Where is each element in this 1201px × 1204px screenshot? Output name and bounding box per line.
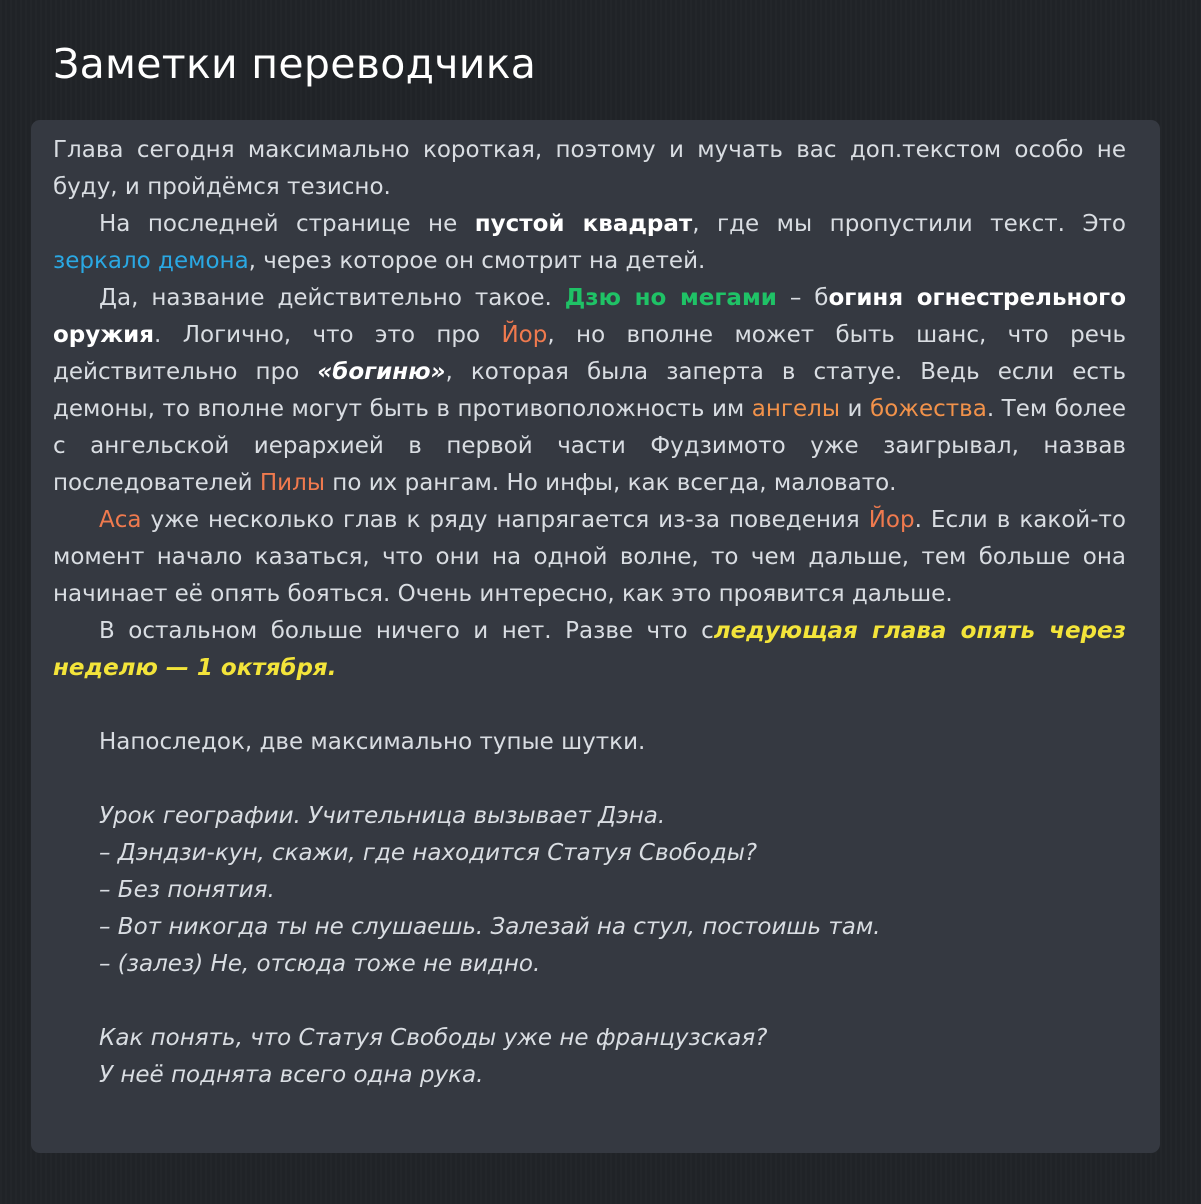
intro-paragraph: Глава сегодня максимально короткая, поэтому и мучать вас доп.текстом особо не буду, и пройдёмся тезисно. bbox=[53, 137, 1126, 200]
joke-line: У неё поднята всего одна рука. bbox=[99, 1062, 484, 1088]
joke-line: – (залез) Не, отсюда тоже не видно. bbox=[99, 951, 541, 977]
demon-mirror-link[interactable]: зеркало демона bbox=[53, 248, 249, 274]
text-segment: На последней странице не bbox=[99, 211, 475, 237]
text-segment: уже несколько глав к ряду напрягается из-за поведения bbox=[141, 507, 869, 533]
jokes-intro: Напоследок, две максимально тупые шутки. bbox=[99, 729, 646, 755]
paragraph-asa bbox=[53, 502, 1126, 613]
joke-line: – Вот никогда ты не слушаешь. Залезай на стул, постоишь там. bbox=[99, 914, 881, 940]
joke-one bbox=[53, 798, 1126, 983]
text-segment: . Логично, что это про bbox=[154, 322, 502, 348]
joke-two bbox=[53, 1020, 1126, 1094]
text-segment: , через которое он смотрит на детей. bbox=[248, 248, 706, 274]
joke-line: Урок географии. Учительница вызывает Дэна. bbox=[99, 803, 666, 829]
angels-word: ангелы bbox=[751, 396, 841, 422]
text-segment: и bbox=[840, 396, 871, 422]
joke-line: Как понять, что Статуя Свободы уже не французская? bbox=[99, 1025, 768, 1051]
goddess-translation: огиня огнестрельного оружия bbox=[53, 285, 1126, 348]
paragraph-next-chapter bbox=[53, 613, 1126, 687]
joke-line: – Дэндзи-кун, скажи, где находится Статуя Свободы? bbox=[99, 840, 758, 866]
text-segment: – б bbox=[776, 285, 829, 311]
yor-name: Йор bbox=[501, 322, 548, 348]
pily-name: Пилы bbox=[259, 470, 325, 496]
next-chapter-date: ледующая глава опять через неделю — 1 октября. bbox=[53, 618, 1126, 681]
paragraph-goddess bbox=[53, 280, 1126, 502]
goddess-name-highlight: Дзю но мегами bbox=[564, 285, 777, 311]
deities-word: божества bbox=[870, 396, 987, 422]
text-segment: . Если в какой-то момент начало казаться, что они на одной волне, то чем дальше, тем больше она начинает её опять бояться. Очень интересно, как это проявится дальше. bbox=[53, 507, 1126, 607]
text-segment: , но вполне может быть шанс, что речь действительно про bbox=[53, 322, 1126, 385]
paragraph-mirror bbox=[53, 206, 1126, 280]
yor-name: Йор bbox=[868, 507, 915, 533]
page-title: Заметки переводчика bbox=[53, 40, 537, 88]
text-segment: Да, название действительно такое. bbox=[99, 285, 565, 311]
text-segment: , которая была заперта в статуе. Ведь если есть демоны, то вполне могут быть в противоположность им bbox=[53, 359, 1126, 422]
text-segment: В остальном больше ничего и нет. Разве что с bbox=[99, 618, 714, 644]
translator-notes-card bbox=[31, 120, 1160, 1153]
text-segment: . Тем более с ангельской иерархией в первой части Фудзимото уже заигрывал, назвав последователей bbox=[53, 396, 1126, 496]
text-segment: , где мы пропустили текст. Это bbox=[692, 211, 1126, 237]
goddess-quote: «богиню» bbox=[317, 359, 446, 385]
joke-line: – Без понятия. bbox=[99, 877, 275, 903]
asa-name: Аса bbox=[99, 507, 142, 533]
empty-square-highlight: пустой квадрат bbox=[474, 211, 693, 237]
text-segment: по их рангам. Но инфы, как всегда, маловато. bbox=[325, 470, 897, 496]
